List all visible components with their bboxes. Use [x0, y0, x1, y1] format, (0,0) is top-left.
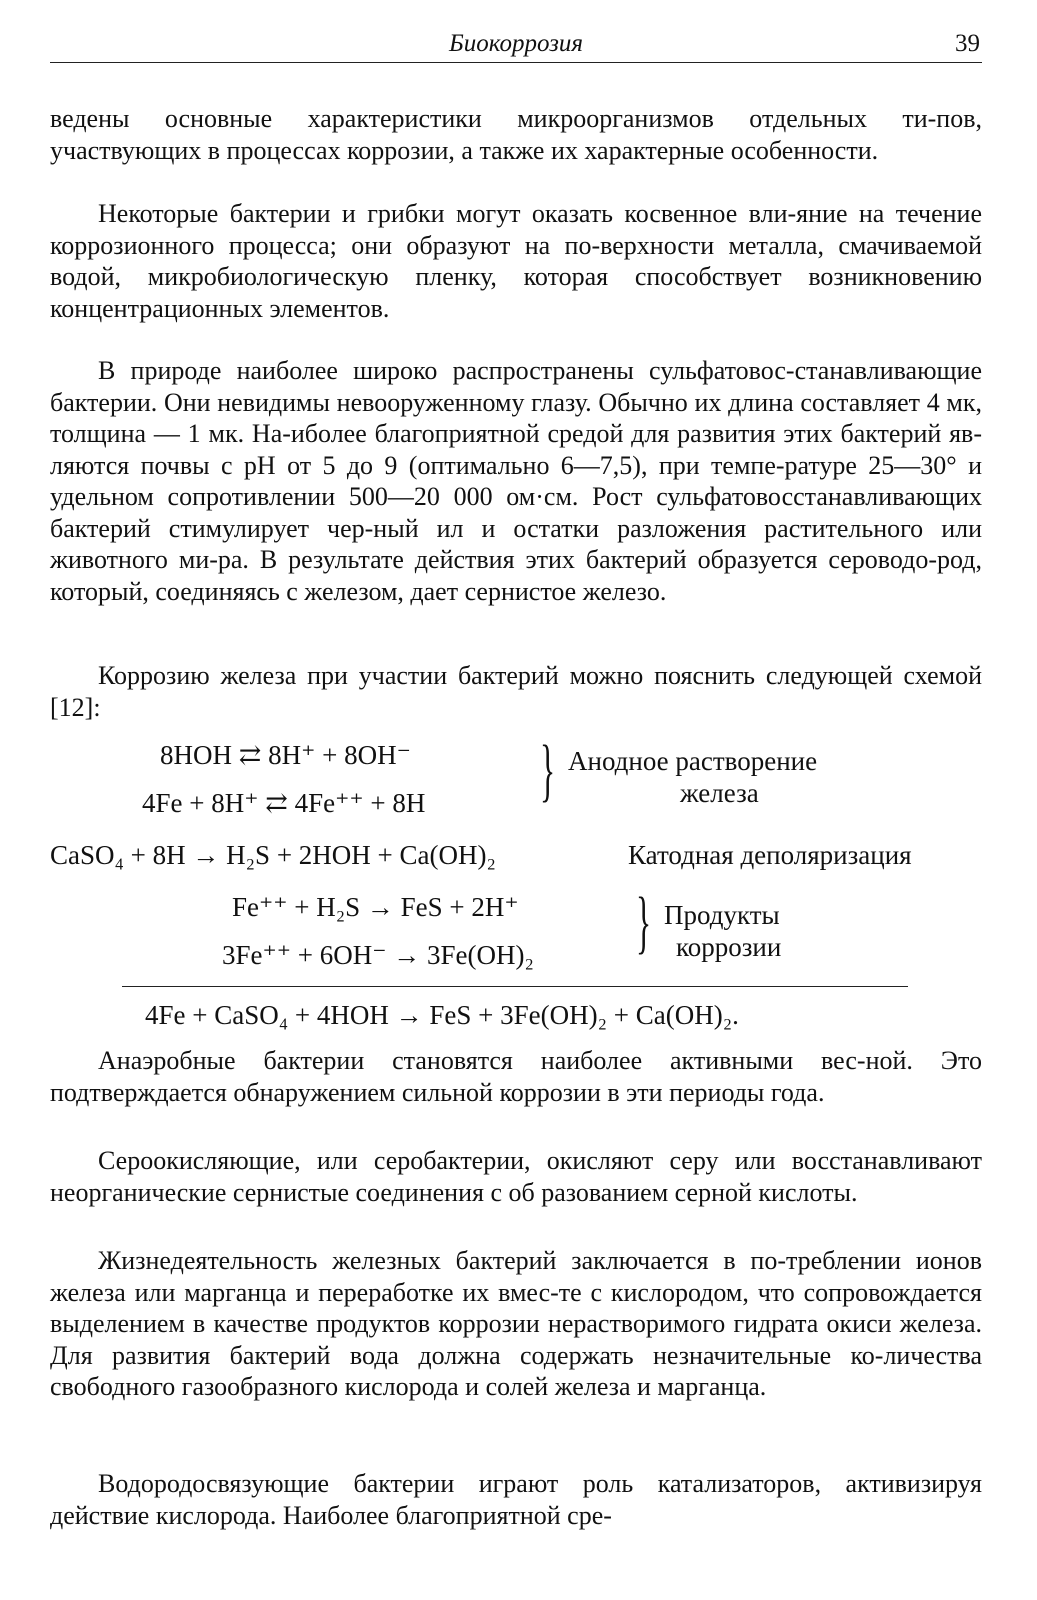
equation-water-dissociation: 8HOH ⇄ 8H⁺ + 8OH⁻ — [160, 740, 411, 770]
page-number: 39 — [955, 30, 980, 57]
paragraph-sulfate-reducing-bacteria: В природе наиболее широко распространены сульфатовос-станавливающие бактерии. Они невидимы невооруженному глазу. Обычно их длина составляет 4 мк, толщина — 1 мк. На-иболее благоприятной средой для развития этих бактерий яв-ляются почвы с рН от 5 до 9 (оптимально 6—7,5), при темпе-ратуре 25—30° и удельном сопротивлении 500—20 000 ом·см. Рост сульфатовосстанавливающих бактерий стимулирует чер-ный ил и остатки разложения растительного или животного ми-ра. В результате действия этих бактерий образуется сероводо-род, который, соединяясь с железом, дает сернистое железо. — [50, 356, 982, 606]
running-header — [50, 22, 982, 63]
running-title: Биокоррозия — [448, 30, 584, 57]
paragraph-anaerobic: Анаэробные бактерии становятся наиболее активными вес-ной. Это подтверждается обнаружением сильной коррозии в эти периоды года. — [50, 1046, 982, 1107]
paragraph-indirect-influence: Некоторые бактерии и грибки могут оказать косвенное вли-яние на течение коррозионного процесса; они образуют на по-верхности металла, смачиваемой водой, микробиологическую пленку, которая способствует возникновению концентрационных элементов. — [50, 199, 982, 323]
equation-overall: 4Fe + CaSO₄ + 4HOH → FeS + 3Fe(OH)₂ + Ca(OH)₂. — [145, 1000, 739, 1030]
summation-rule — [122, 986, 908, 987]
paragraph-continuation: ведены основные характеристики микроорганизмов отдельных ти-пов, участвующих в процессах коррозии, а также их характерные особенности. — [50, 104, 982, 165]
brace-anodic: } — [540, 732, 556, 809]
equation-iron-hydroxide: 3Fe⁺⁺ + 6OH⁻ → 3Fe(OH)₂ — [222, 940, 534, 970]
paragraph-sulfur-oxidizing: Сероокисляющие, или серобактерии, окисляют серу или восстанавливают неорганические сернистые соединения с об разованием серной кислоты. — [50, 1146, 982, 1207]
equation-iron-sulfide: Fe⁺⁺ + H₂S → FeS + 2H⁺ — [232, 892, 519, 922]
brace-products: } — [636, 884, 652, 961]
equation-cathodic: CaSO₄ + 8H → H₂S + 2HOH + Ca(OH)₂ — [50, 840, 496, 870]
label-cathodic: Катодная деполяризация — [628, 840, 912, 870]
paragraph-hydrogen-bacteria: Водородосвязующие бактерии играют роль катализаторов, активизируя действие кислорода. Наиболее благоприятной сре- — [50, 1469, 982, 1530]
label-products-2: коррозии — [676, 932, 782, 962]
paragraph-scheme-intro: Коррозию железа при участии бактерий можно пояснить следующей схемой [12]: — [50, 661, 982, 722]
label-products-1: Продукты — [664, 900, 780, 930]
paragraph-iron-bacteria: Жизнедеятельность железных бактерий заключается в по-треблении ионов железа или марганца и переработке их вмес-те с кислородом, что сопровождается выделением в качестве продуктов коррозии нерастворимого гидрата окиси железа. Для развития бактерий вода должна содержать незначительные ко-личества свободного газообразного кислорода и солей железа и марганца. — [50, 1246, 982, 1401]
label-anodic-2: железа — [680, 778, 759, 808]
label-anodic-1: Анодное растворение — [568, 746, 818, 776]
equation-iron-oxidation: 4Fe + 8H⁺ ⇄ 4Fe⁺⁺ + 8H — [142, 788, 426, 818]
